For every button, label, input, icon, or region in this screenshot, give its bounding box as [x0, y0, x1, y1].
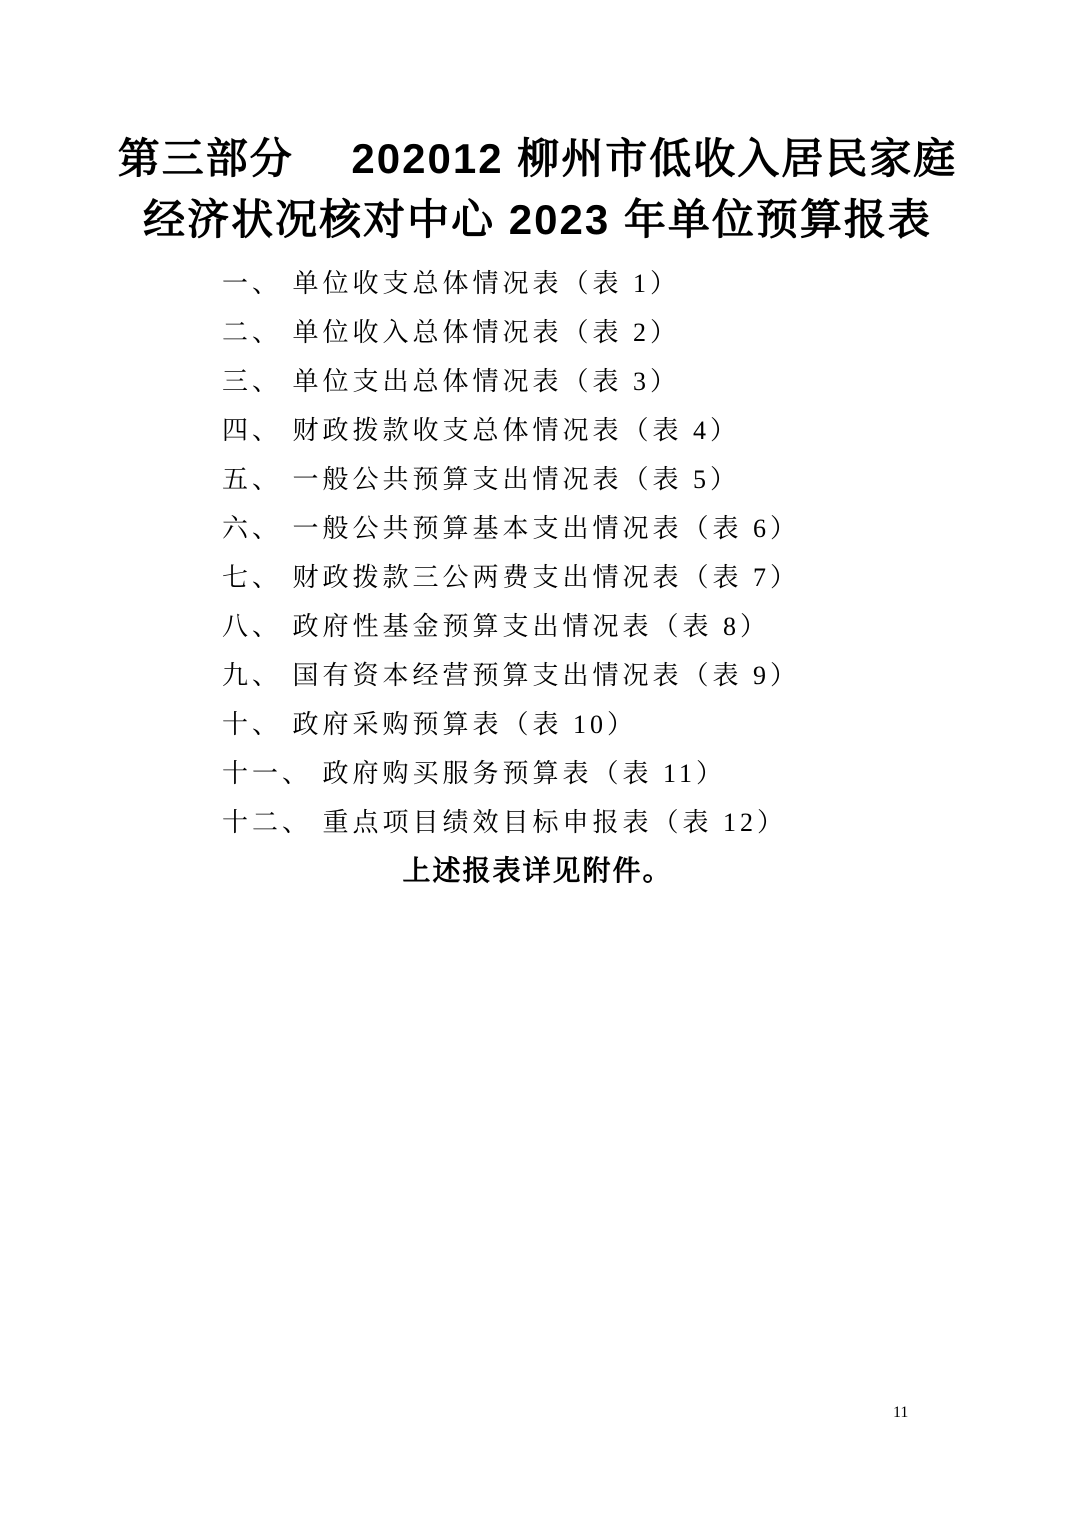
closing-note: 上述报表详见附件。: [402, 856, 673, 887]
toc-item-8: 八、 政府性基金预算支出情况表（表 8）: [222, 612, 771, 641]
toc-item-3: 三、 单位支出总体情况表（表 3）: [222, 367, 681, 396]
toc-item-2: 二、 单位收入总体情况表（表 2）: [222, 318, 681, 347]
toc-item-9: 九、 国有资本经营预算支出情况表（表 9）: [222, 661, 801, 690]
document-title: [0, 0, 1075, 250]
toc-item-5: 五、 一般公共预算支出情况表（表 5）: [222, 465, 741, 494]
document-title-line-2: 经济状况核对中心 2023 年单位预算报表: [143, 196, 932, 243]
page-number: 11: [893, 1404, 909, 1421]
toc-item-11: 十一、 政府购买服务预算表（表 11）: [222, 759, 727, 788]
toc-item-12: 十二、 重点项目绩效目标申报表（表 12）: [222, 808, 788, 837]
table-of-contents: [0, 259, 1075, 847]
toc-item-6: 六、 一般公共预算基本支出情况表（表 6）: [222, 514, 801, 543]
toc-item-1: 一、 单位收支总体情况表（表 1）: [222, 269, 681, 298]
toc-item-4: 四、 财政拨款收支总体情况表（表 4）: [222, 416, 741, 445]
document-title-line-1: 第三部分 202012 柳州市低收入居民家庭: [117, 135, 958, 182]
toc-item-7: 七、 财政拨款三公两费支出情况表（表 7）: [222, 563, 801, 592]
toc-item-10: 十、 政府采购预算表（表 10）: [222, 710, 638, 739]
